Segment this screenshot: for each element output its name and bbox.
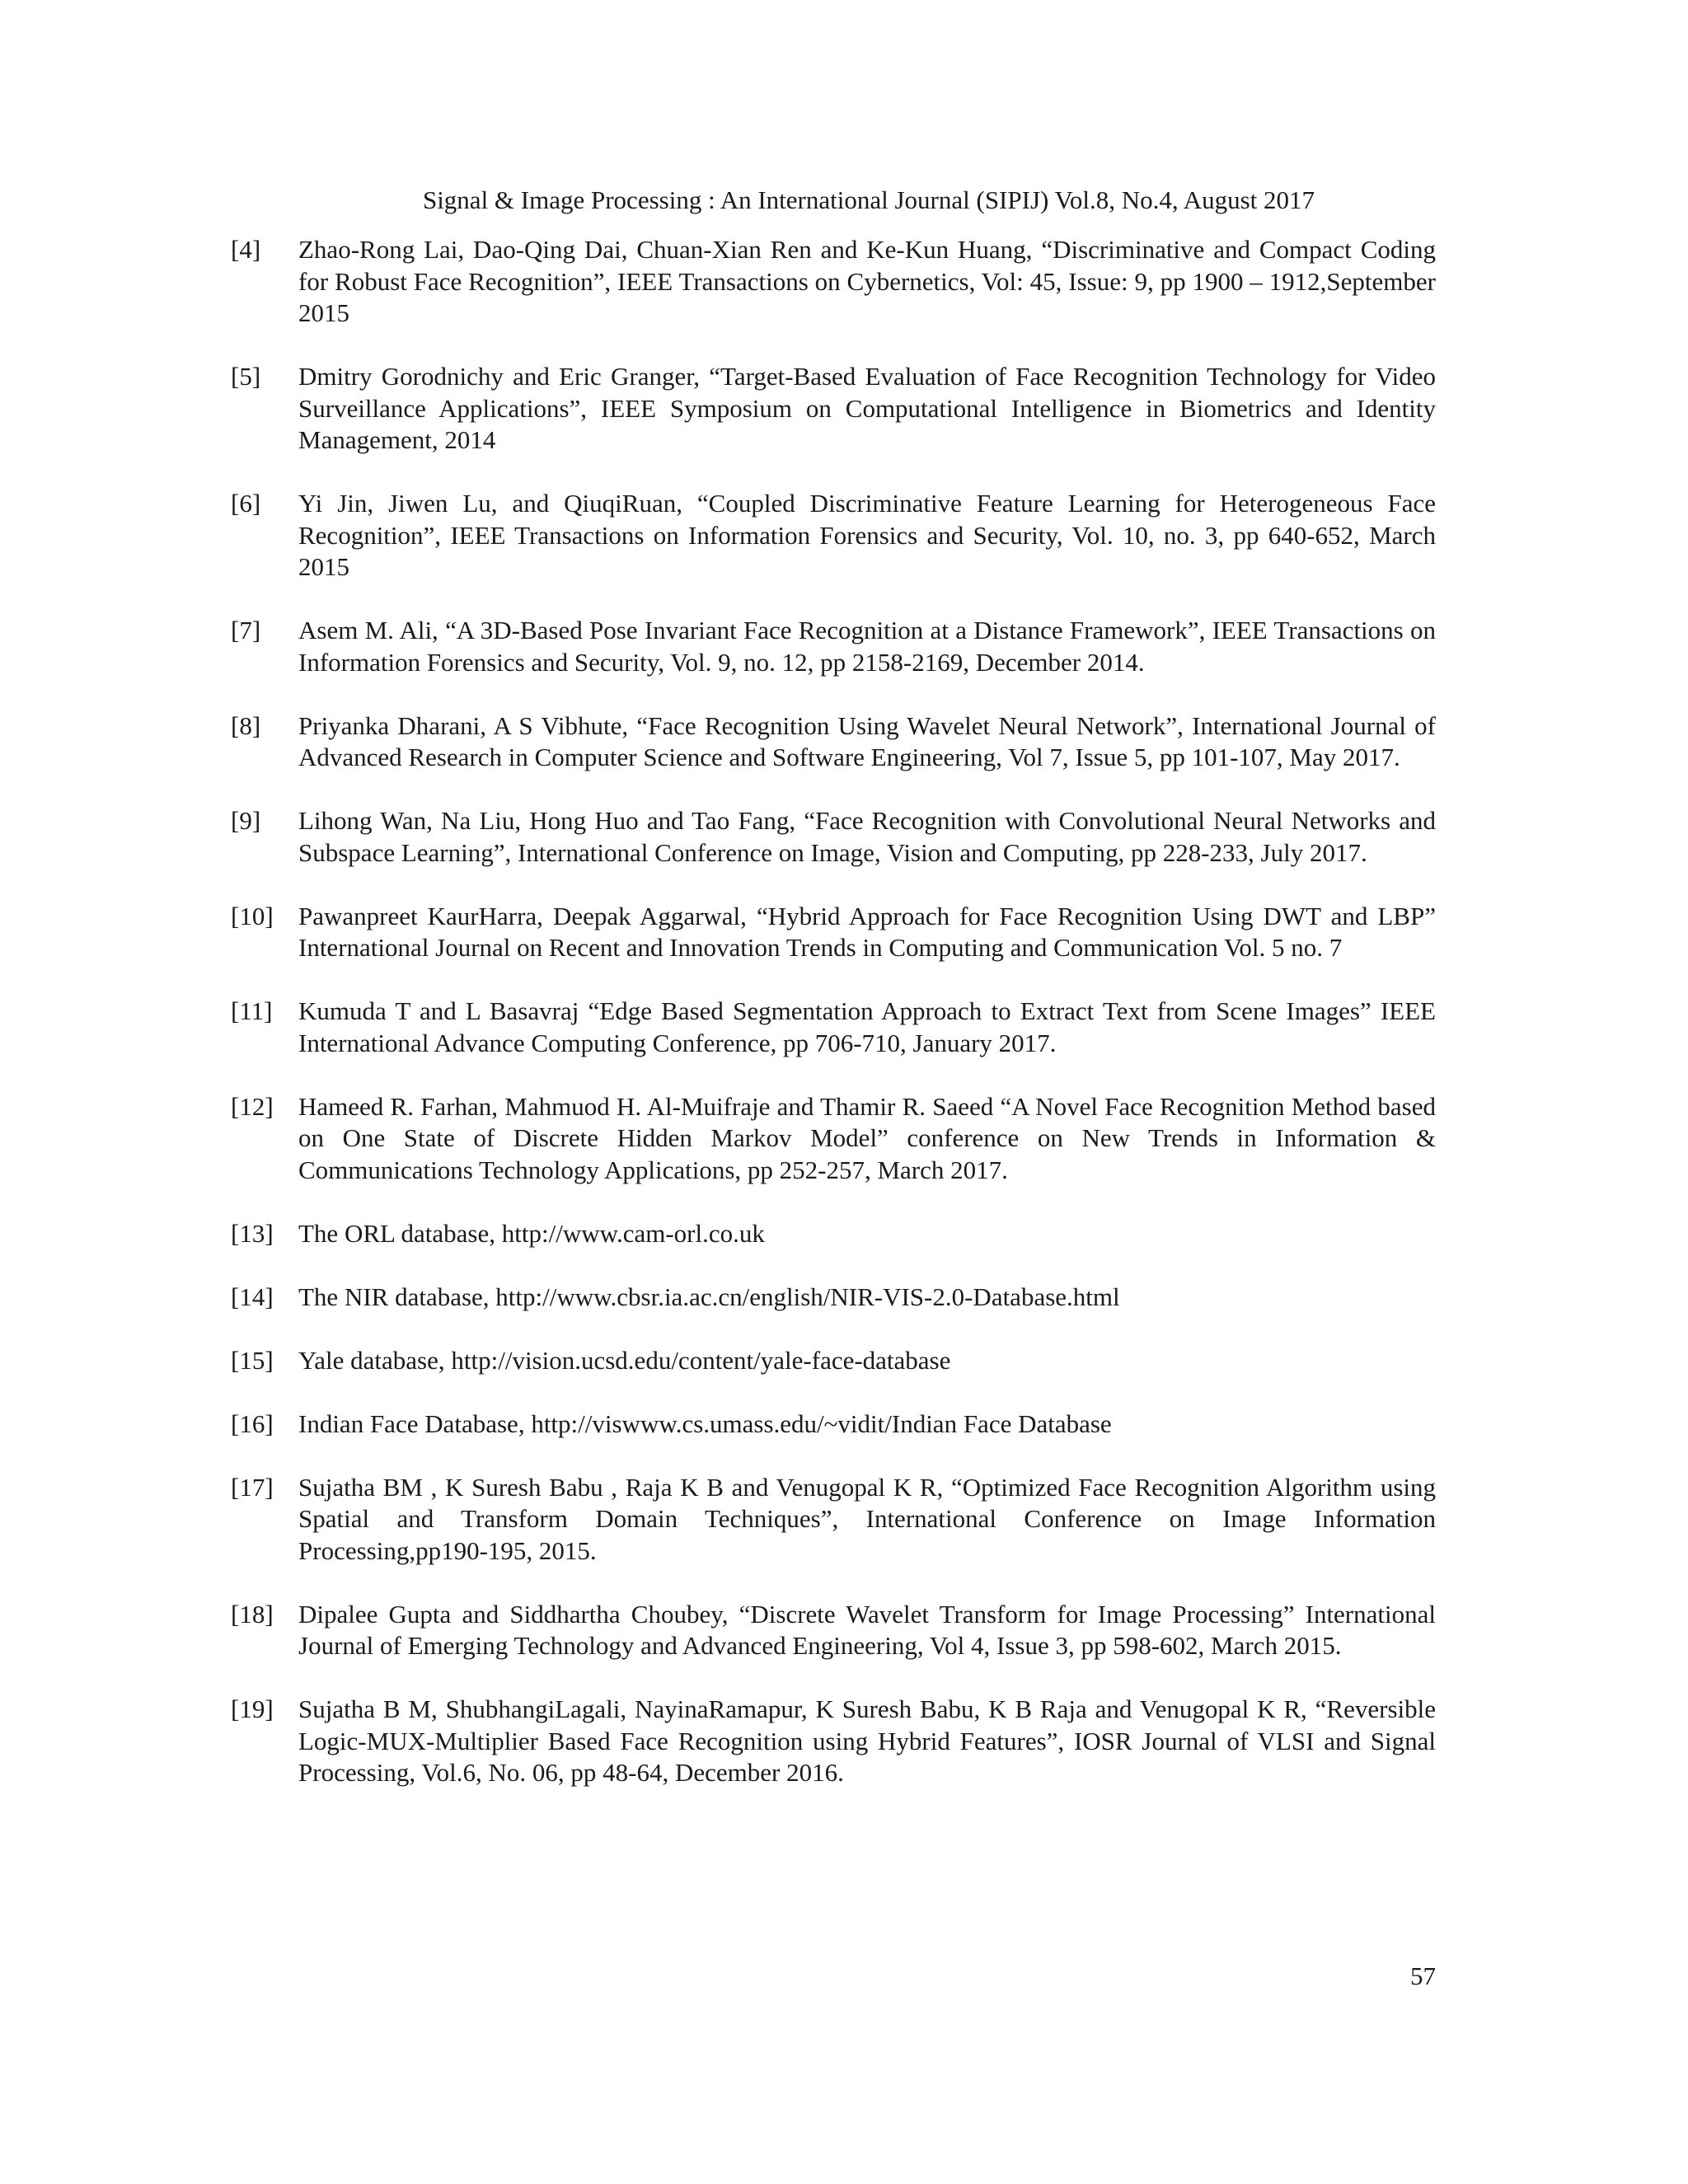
reference-text: Pawanpreet KaurHarra, Deepak Aggarwal, “Hybrid Approach for Face Recognition Using DWT and LBP” International Journal on Recent and Innovation Trends in Computing and Communication Vol. 5 no. 7: [298, 901, 1436, 962]
reference-number: [14]: [231, 1282, 274, 1311]
running-header: Signal & Image Processing : An International Journal (SIPIJ) Vol.8, No.4, August 2017: [422, 185, 1315, 214]
reference-text: Yi Jin, Jiwen Lu, and QiuqiRuan, “Coupled Discriminative Feature Learning for Heterogeneous Face Recognition”, IEEE Transactions on Information Forensics and Security, Vol. 10, no. 3, pp 640-652, March 2015: [298, 489, 1436, 581]
reference-number: [9]: [231, 806, 261, 835]
reference-number: [13]: [231, 1218, 274, 1248]
reference-item: [231, 1472, 1436, 1568]
reference-item: [231, 805, 1436, 869]
reference-text: Sujatha B M, ShubhangiLagali, NayinaRamapur, K Suresh Babu, K B Raja and Venugopal K R, “Reversible Logic-MUX-Multiplier Based Face Recognition using Hybrid Features”, IOSR Journal of VLSI and Signal Processing, Vol.6, No. 06, pp 48-64, December 2016.: [298, 1694, 1436, 1787]
reference-item: [231, 1345, 1436, 1377]
reference-item: [231, 1694, 1436, 1789]
reference-item: [231, 1282, 1436, 1314]
reference-text: Zhao-Rong Lai, Dao-Qing Dai, Chuan-Xian Ren and Ke-Kun Huang, “Discriminative and Compact Coding for Robust Face Recognition”, IEEE Transactions on Cybernetics, Vol: 45, Issue: 9, pp 1900 – 1912,September 2015: [298, 235, 1436, 327]
reference-text: Hameed R. Farhan, Mahmuod H. Al-Muifraje and Thamir R. Saeed “A Novel Face Recognition Method based on One State of Discrete Hidden Markov Model” conference on New Trends in Information & Communications Technology Applications, pp 252-257, March 2017.: [298, 1091, 1436, 1184]
reference-text: Lihong Wan, Na Liu, Hong Huo and Tao Fang, “Face Recognition with Convolutional Neural Networks and Subspace Learning”, International Conference on Image, Vision and Computing, pp 228-233, July 2017.: [298, 806, 1436, 867]
reference-item: [231, 488, 1436, 583]
reference-item: [231, 710, 1436, 774]
reference-item: [231, 1408, 1436, 1441]
reference-number: [16]: [231, 1408, 274, 1438]
reference-item: [231, 1599, 1436, 1662]
reference-text: The NIR database, http://www.cbsr.ia.ac.cn/english/NIR-VIS-2.0-Database.html: [298, 1282, 1120, 1311]
reference-number: [17]: [231, 1472, 274, 1502]
reference-number: [8]: [231, 710, 261, 740]
reference-text: Dmitry Gorodnichy and Eric Granger, “Target-Based Evaluation of Face Recognition Technology for Video Surveillance Applications”, IEEE Symposium on Computational Intelligence in Biometrics and Identity Management, 2014: [298, 362, 1436, 454]
reference-number: [18]: [231, 1599, 274, 1629]
reference-item: [231, 901, 1436, 964]
reference-item: [231, 1218, 1436, 1250]
reference-item: [231, 234, 1436, 330]
reference-number: [15]: [231, 1345, 274, 1375]
reference-text: Indian Face Database, http://viswww.cs.umass.edu/~vidit/Indian Face Database: [298, 1408, 1112, 1438]
reference-number: [10]: [231, 901, 274, 930]
reference-number: [19]: [231, 1694, 274, 1723]
reference-number: [5]: [231, 362, 261, 391]
reference-text: Priyanka Dharani, A S Vibhute, “Face Recognition Using Wavelet Neural Network”, International Journal of Advanced Research in Computer Science and Software Engineering, Vol 7, Issue 5, pp 101-107, May 2017.: [298, 710, 1436, 771]
reference-number: [11]: [231, 996, 273, 1025]
reference-number: [4]: [231, 235, 261, 264]
reference-text: Dipalee Gupta and Siddhartha Choubey, “Discrete Wavelet Transform for Image Processing” International Journal of Emerging Technology and Advanced Engineering, Vol 4, Issue 3, pp 598-602, March 2015.: [298, 1599, 1436, 1660]
reference-item: [231, 361, 1436, 457]
reference-item: [231, 1091, 1436, 1187]
reference-text: The ORL database, http://www.cam-orl.co.uk: [298, 1218, 765, 1248]
reference-item: [231, 615, 1436, 678]
reference-text: Yale database, http://vision.ucsd.edu/content/yale-face-database: [298, 1345, 951, 1375]
reference-number: [6]: [231, 489, 261, 518]
reference-item: [231, 996, 1436, 1059]
page-number: 57: [1410, 1961, 1436, 1990]
reference-number: [12]: [231, 1091, 274, 1121]
reference-text: Sujatha BM , K Suresh Babu , Raja K B and Venugopal K R, “Optimized Face Recognition Algorithm using Spatial and Transform Domain Techniques”, International Conference on Image Information Processing,pp190-195, 2015.: [298, 1472, 1436, 1565]
reference-number: [7]: [231, 616, 261, 644]
reference-text: Kumuda T and L Basavraj “Edge Based Segmentation Approach to Extract Text from Scene Images” IEEE International Advance Computing Conference, pp 706-710, January 2017.: [298, 996, 1436, 1057]
reference-list: [231, 234, 1436, 1821]
reference-text: Asem M. Ali, “A 3D-Based Pose Invariant Face Recognition at a Distance Framework”, IEEE Transactions on Information Forensics and Security, Vol. 9, no. 12, pp 2158-2169, December 2014.: [298, 616, 1436, 677]
